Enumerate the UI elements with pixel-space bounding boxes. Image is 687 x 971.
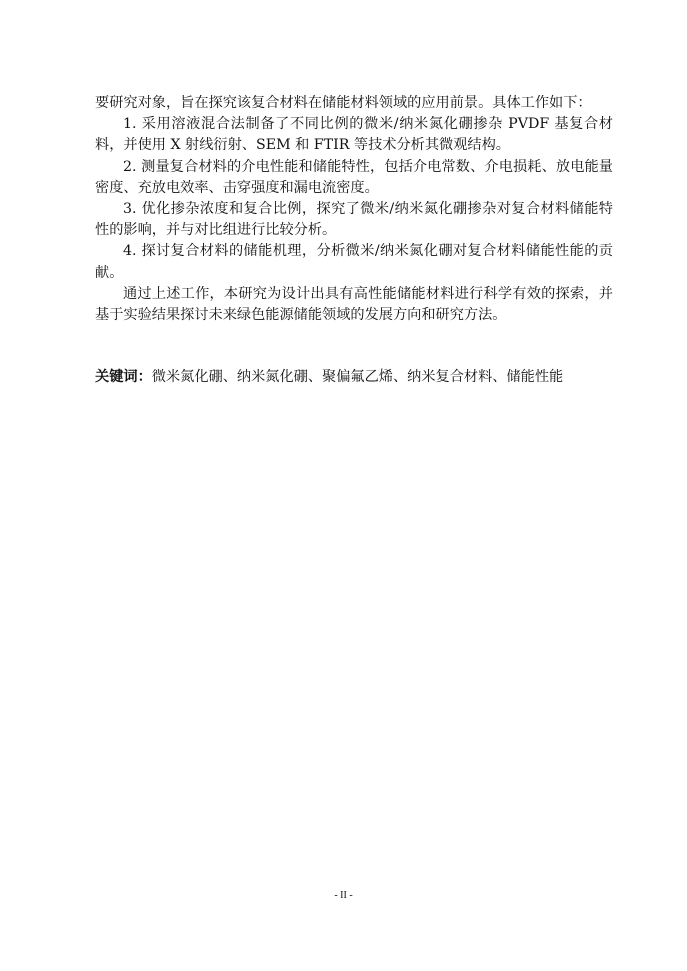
abstract-item-1: 1. 采用溶液混合法制备了不同比例的微米/纳米氮化硼掺杂 PVDF 基复合材料，并使用 X 射线衍射、SEM 和 FTIR 等技术分析其微观结构。: [95, 116, 613, 154]
keywords-section: [95, 367, 613, 388]
page-number: - II -: [334, 890, 353, 901]
abstract-conclusion: 通过上述工作，本研究为设计出具有高性能储能材料进行科学有效的探索，并基于实验结果探讨未来绿色能源储能领域的发展方向和研究方法。: [95, 285, 613, 324]
abstract-body: [95, 93, 613, 326]
keywords-text: 微米氮化硼、纳米氮化硼、聚偏氟乙烯、纳米复合材料、储能性能: [151, 369, 564, 385]
abstract-item-3: 3. 优化掺杂浓度和复合比例，探究了微米/纳米氮化硼掺杂对复合材料储能特性的影响，并与对比组进行比较分析。: [95, 201, 613, 239]
abstract-paragraph-continuation: 要研究对象，旨在探究该复合材料在储能材料领域的应用前景。具体工作如下：: [95, 95, 592, 111]
abstract-item-2: 2. 测量复合材料的介电性能和储能特性，包括介电常数、介电损耗、放电能量密度、充放电效率、击穿强度和漏电流密度。: [95, 158, 613, 196]
abstract-item-4: 4. 探讨复合材料的储能机理，分析微米/纳米氮化硼对复合材料储能性能的贡献。: [95, 243, 613, 281]
keywords-label: 关键词：: [95, 369, 152, 385]
